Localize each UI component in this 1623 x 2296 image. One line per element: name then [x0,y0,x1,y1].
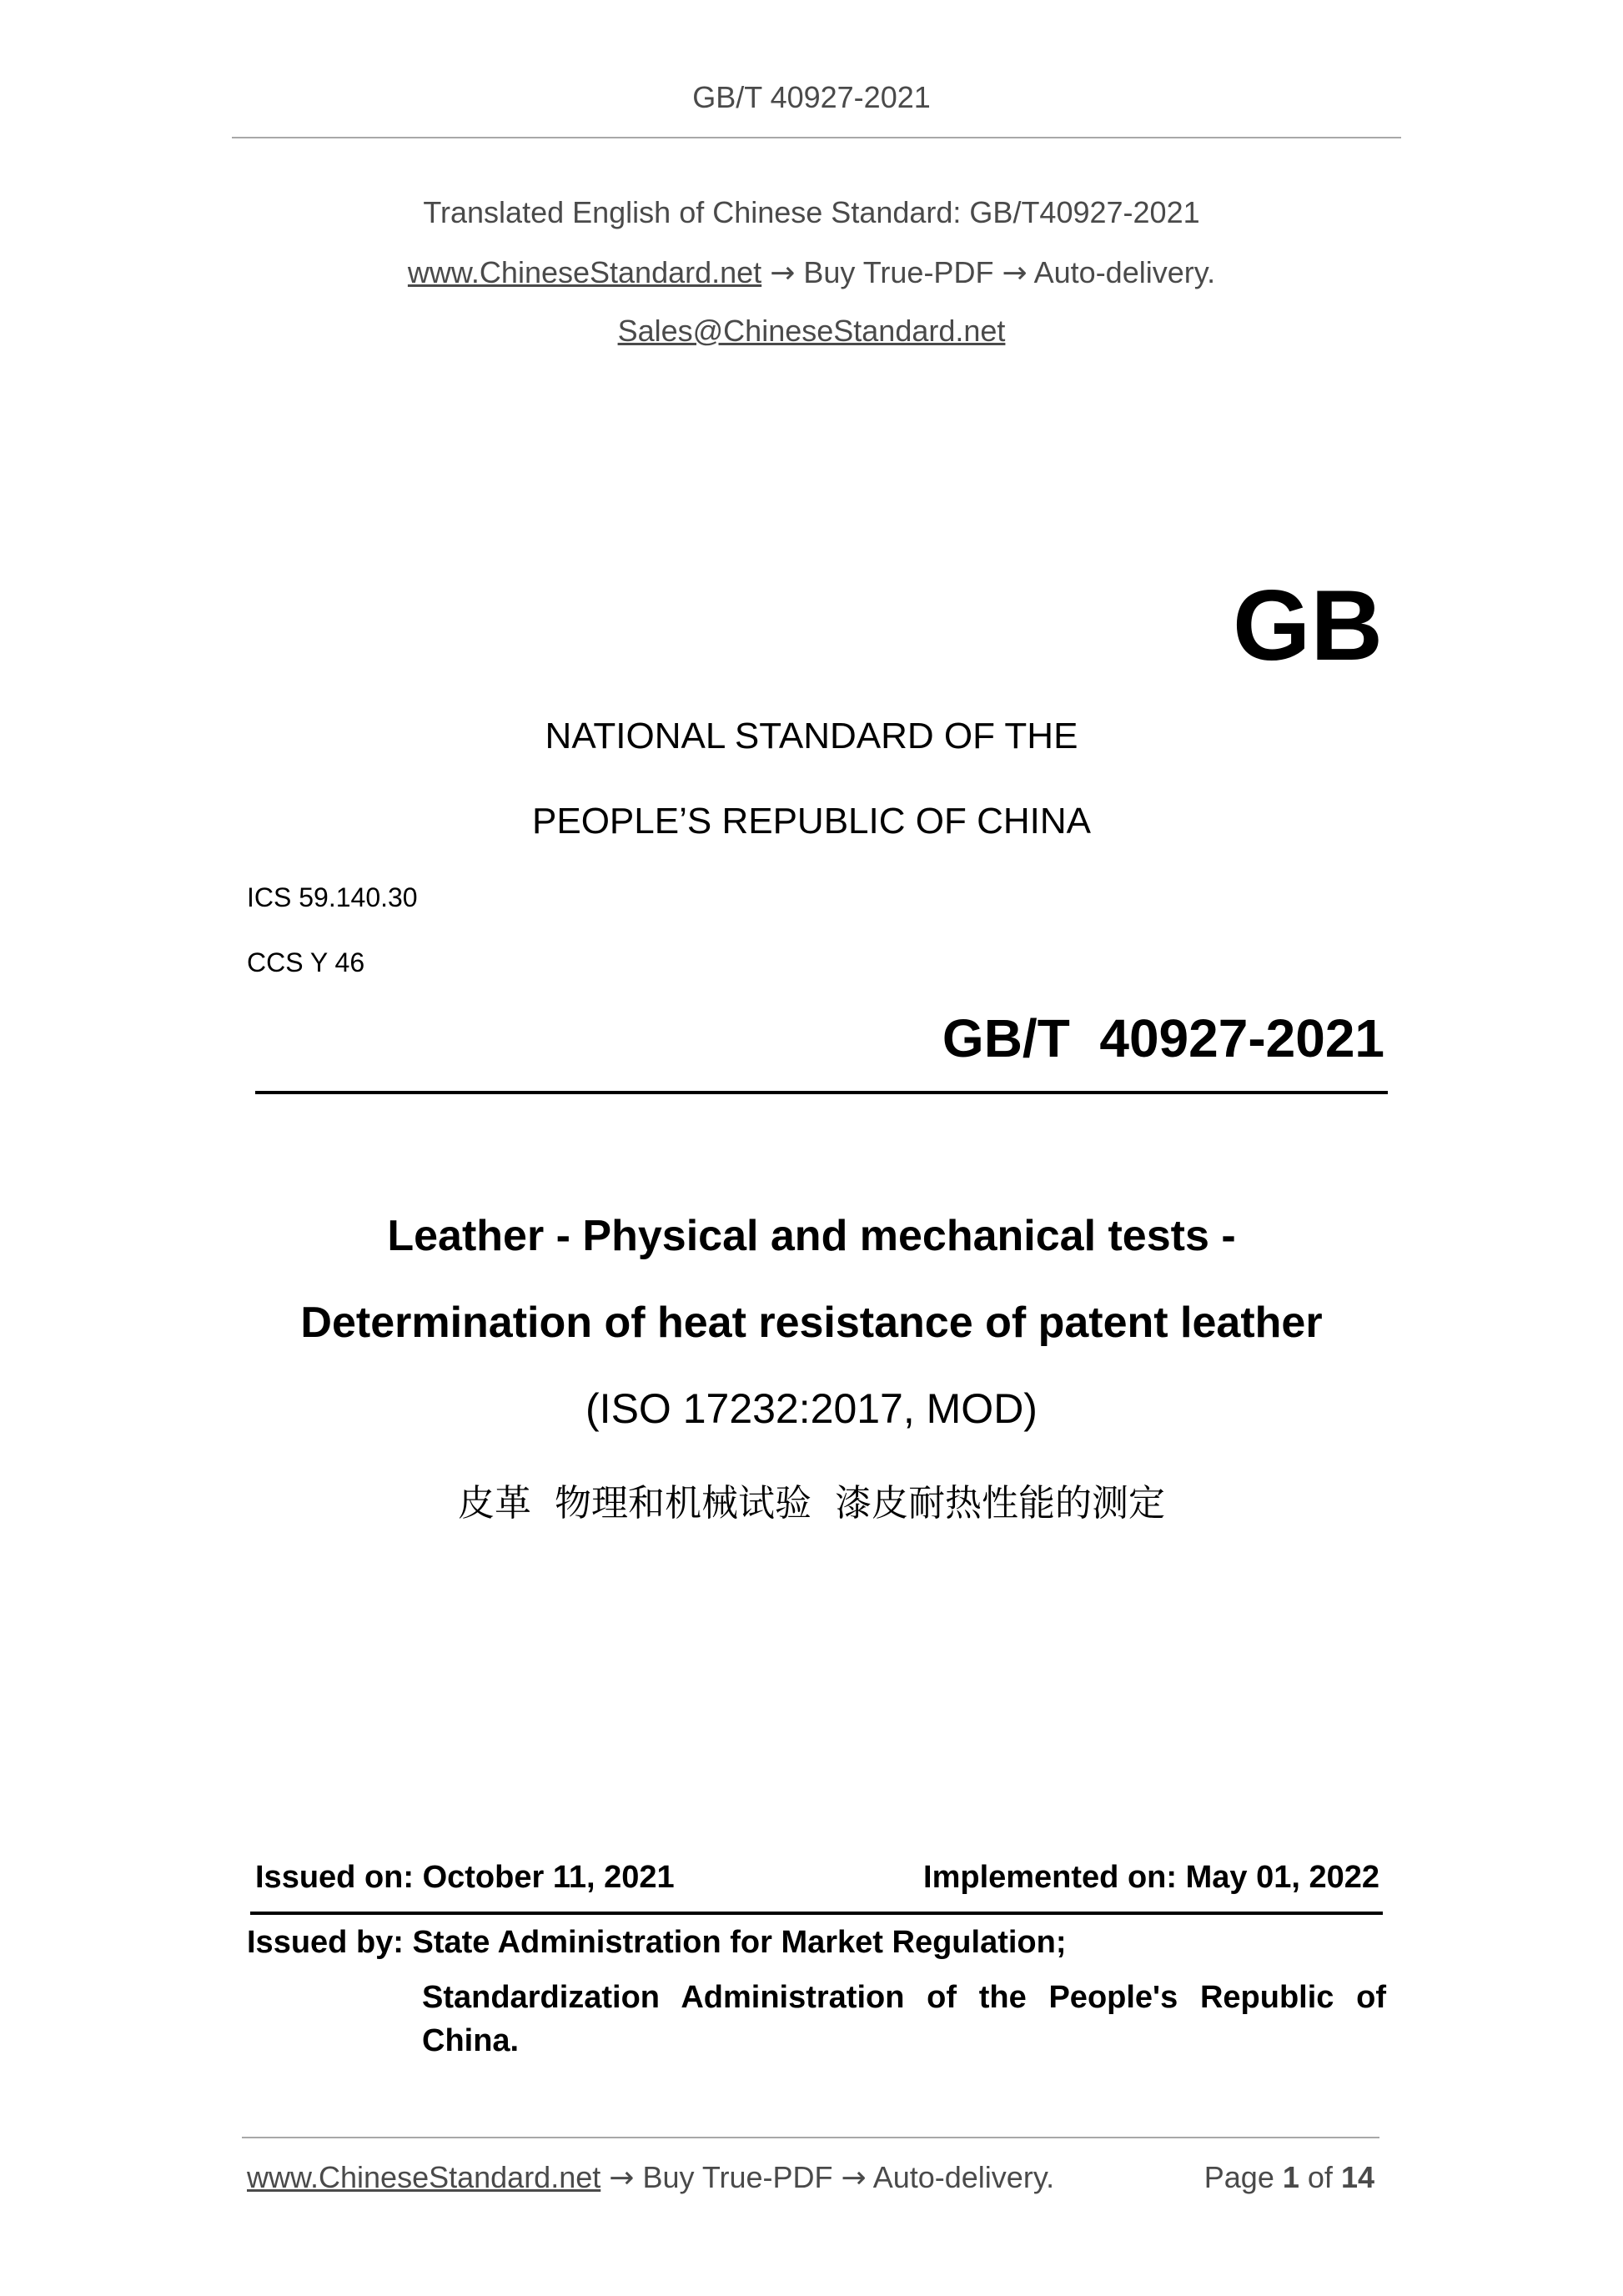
banner-line-2 [0,255,1623,290]
arrow-right-icon: → [770,256,796,290]
issued-on: Issued on: October 11, 2021 [255,1860,675,1895]
banner-buy-text: Buy True-PDF [803,255,994,289]
issued-by-line-2: Standardization Administration of the People's Republic of [422,1980,1386,2015]
arrow-right-icon: → [1002,256,1028,290]
national-standard-line-1: NATIONAL STANDARD OF THE [545,716,1078,756]
running-header-title: GB/T 40927-2021 [692,80,931,114]
ccs-code: CCS Y 46 [247,947,365,977]
page-indicator [1204,2160,1374,2195]
issued-by: Issued by: State Administration for Market Regulation; [247,1925,1067,1960]
title-line-2: Determination of heat resistance of patent leather [300,1299,1323,1347]
banner-site-link[interactable]: www.ChineseStandard.net [407,255,762,289]
standard-number: GB/T 40927-2021 [942,1008,1384,1068]
adoption-note: (ISO 17232:2017, MOD) [585,1385,1038,1432]
footer-buy-text: Buy True-PDF [642,2160,833,2194]
gb-logo-mark: GB [1233,570,1383,681]
banner-email-link[interactable]: Sales@ChineseStandard.net [617,314,1006,348]
footer-site-link[interactable]: www.ChineseStandard.net [247,2160,601,2194]
running-header [0,80,1623,115]
title-line-1: Leather - Physical and mechanical tests - [387,1212,1236,1260]
page-number: 1 [1282,2160,1299,2194]
standard-number-rule [255,1091,1388,1094]
issued-by-line-3: China. [422,2023,520,2058]
footer-divider [242,2137,1379,2138]
ics-code: ICS 59.140.30 [247,882,418,912]
dates-rule [250,1912,1383,1915]
footer-delivery-text: Auto-delivery. [872,2160,1055,2194]
arrow-right-icon: → [609,2161,635,2195]
page-total: 14 [1340,2160,1374,2194]
banner-line-1: Translated English of Chinese Standard: GB/T40927-2021 [423,195,1200,229]
implemented-on: Implemented on: May 01, 2022 [923,1860,1379,1895]
banner-delivery-text: Auto-delivery. [1033,255,1216,289]
chinese-title: 皮革 物理和机械试验 漆皮耐热性能的测定 [458,1482,1165,1525]
page-label: Page [1203,2160,1274,2194]
banner-line-3 [0,314,1623,349]
national-standard-line-2: PEOPLE’S REPUBLIC OF CHINA [532,801,1091,842]
header-divider [232,137,1401,138]
arrow-right-icon: → [841,2161,867,2195]
of-label: of [1307,2160,1333,2194]
footer-promo [247,2160,1054,2195]
